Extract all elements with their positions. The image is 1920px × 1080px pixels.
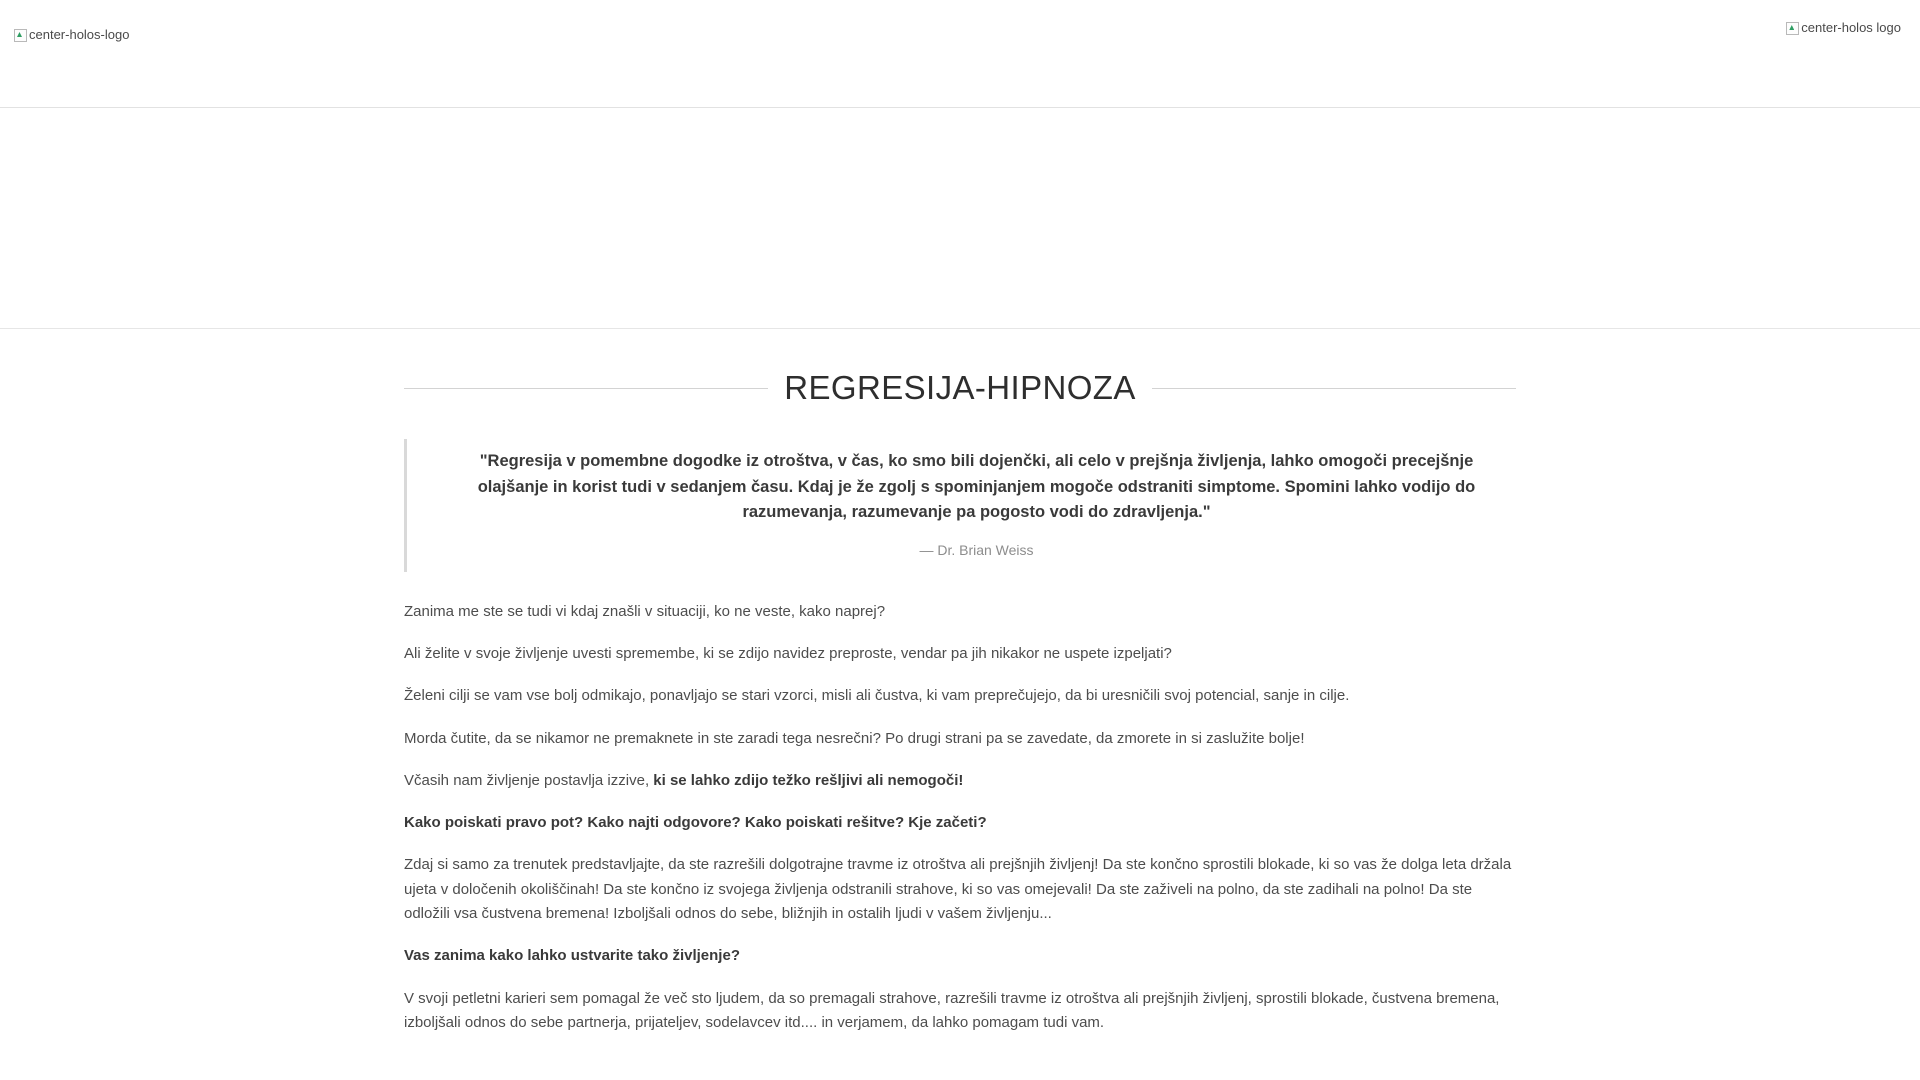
pull-quote <box>404 439 1516 572</box>
page-title-row <box>404 369 1516 407</box>
pull-quote-citation: — Dr. Brian Weiss <box>919 541 1034 558</box>
site-header <box>0 0 1920 108</box>
title-rule-right <box>1152 388 1516 389</box>
page-title: REGRESIJA-HIPNOZA <box>784 369 1136 406</box>
title-rule-left <box>404 388 768 389</box>
site-logo-left-alt: center-holos-logo <box>29 27 130 42</box>
paragraph-lead-text: Včasih nam življenje postavlja izzive, <box>404 771 654 789</box>
body-paragraph: Ali želite v svoje življenje uvesti spremembe, ki se zdijo navidez preproste, vendar pa jih nikakor ne uspete izpeljati? <box>404 644 1172 662</box>
body-paragraph-mixed <box>404 769 1516 793</box>
pull-quote-text: "Regresija v pomembne dogodke iz otroštva, v čas, ko smo bili dojenčki, ali celo v prejšnja življenja, lahko omogoči precejšnje olajšanje in korist tudi v sedanjem času. Kdaj je že zgolj s spominjanjem mogoče odstraniti simptome. Spomini lahko vodijo do razumevanja, razumevanje pa pogosto vodi do zdravljenja." <box>477 452 1476 522</box>
body-paragraph: Zanima me ste se tudi vi kdaj znašli v situaciji, ko ne veste, kako naprej? <box>404 602 886 620</box>
body-paragraph-heading: Kako poiskati pravo pot? Kako najti odgovore? Kako poiskati rešitve? Kje začeti? <box>404 814 987 832</box>
body-paragraph: Zdaj si samo za trenutek predstavljajte, da ste razrešili dolgotrajne travme iz otroštva ali prejšnjih življenj! Da ste končno sprostili blokade, ki so vas že dolga leta držala ujeta v določenih okoliščinah! Da ste končno iz svojega življenja odstranili strahove, ki so vas omejevali! Da ste zaživeli na polno, da ste zadihali na polno! Da ste odložili vsa čustvena bremena! Izboljšali odnos do sebe, bližnjih in ostalih ljudi v vašem življenju... <box>404 856 1512 923</box>
site-logo-left[interactable] <box>14 27 129 42</box>
banner-area <box>0 108 1920 329</box>
paragraph-emphasis-text: ki se lahko zdijo težko rešljivi ali nemogoči! <box>653 771 964 789</box>
main-content <box>404 329 1516 1035</box>
body-paragraph-heading: Vas zanima kako lahko ustvarite tako življenje? <box>404 947 740 965</box>
body-paragraph: Želeni cilji se vam vse bolj odmikajo, ponavljajo se stari vzorci, misli ali čustva, ki vam preprečujejo, da bi uresničili svoj potencial, sanje in cilje. <box>404 687 1350 705</box>
broken-image-icon <box>1786 21 1799 34</box>
broken-image-icon <box>14 28 27 41</box>
body-paragraph: Morda čutite, da se nikamor ne premaknete in ste zaradi tega nesrečni? Po drugi strani pa se zavedate, da zmorete in si zaslužite bolje! <box>404 729 1305 747</box>
body-paragraph: V svoji petletni karieri sem pomagal že več sto ljudem, da so premagali strahove, razrešili travme iz otroštva ali prejšnjih življenj, sprostili blokade, čustvena bremena, izboljšali odnos do sebe partnerja, prijateljev, sodelavcev itd.... in verjamem, da lahko pomagam tudi vam. <box>404 989 1500 1031</box>
site-logo-right-alt: center-holos logo <box>1801 20 1901 35</box>
site-logo-right[interactable] <box>1786 20 1901 35</box>
